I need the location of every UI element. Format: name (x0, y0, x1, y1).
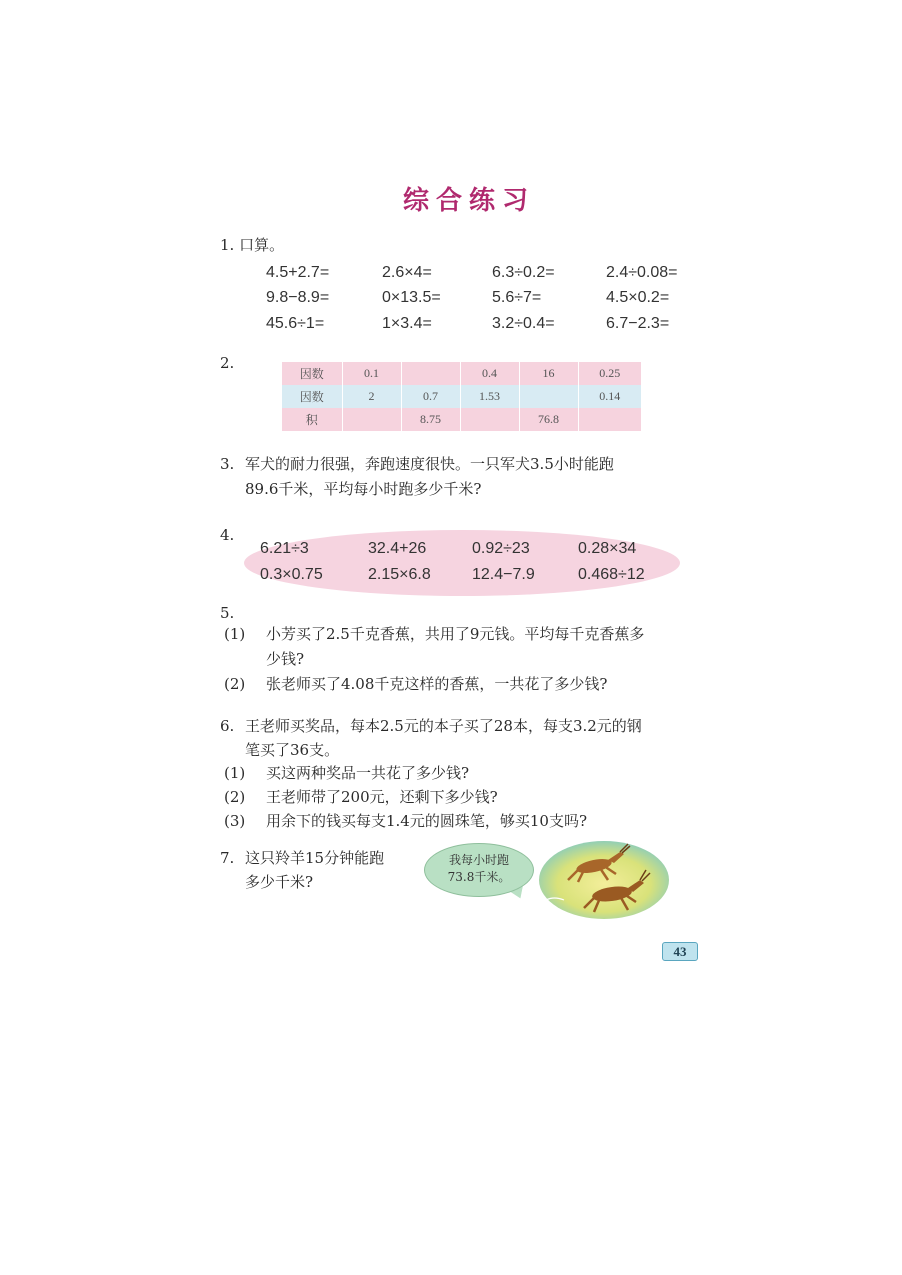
table-cell: 2 (342, 385, 401, 408)
q1-item: 9.8−8.9= (266, 289, 330, 306)
table-cell: 76.8 (519, 408, 578, 431)
table-cell: 因数 (282, 385, 342, 408)
speech-bubble-line2: 73.8千米。 (447, 870, 511, 884)
q1-item: 2.6×4= (382, 264, 432, 281)
table-cell (460, 408, 519, 431)
meadow-background (539, 841, 669, 919)
q5-part2-line1: 张老师买了4.08千克这样的香蕉，一共花了多少钱? (266, 675, 608, 693)
q1-item: 2.4÷0.08= (606, 264, 678, 281)
speech-bubble (424, 843, 534, 897)
q5-part1-line2: 少钱? (266, 650, 305, 668)
table-row (282, 385, 641, 408)
page-title: 综合练习 (402, 186, 535, 216)
q1-item: 1×3.4= (382, 315, 432, 332)
q6-part3-number: (3) (224, 812, 246, 830)
q1-item: 6.3÷0.2= (492, 264, 555, 281)
q1-item: 45.6÷1= (266, 315, 325, 332)
table-cell: 0.4 (460, 362, 519, 385)
q1-item: 3.2÷0.4= (492, 315, 555, 332)
table-cell (342, 408, 401, 431)
table-row (282, 408, 641, 431)
factor-product-table (282, 362, 641, 431)
table-cell (578, 408, 641, 431)
q6-line1: 王老师买奖品，每本2.5元的本子买了28本，每支3.2元的钢 (245, 717, 642, 735)
q5-part2-number: (2) (224, 675, 246, 693)
q4-item: 0.92÷23 (472, 540, 530, 557)
q4-label: 4. (220, 526, 235, 544)
q6-part2-number: (2) (224, 788, 246, 806)
q5-part1-line1: 小芳买了2.5千克香蕉，共用了9元钱。平均每千克香蕉多 (266, 625, 645, 643)
q7-line2: 多少千米? (245, 873, 314, 891)
q3-label: 3. (220, 455, 235, 473)
table-cell: 因数 (282, 362, 342, 385)
q6-part2: 王老师带了200元，还剩下多少钱? (266, 788, 498, 806)
table-cell: 积 (282, 408, 342, 431)
page-number: 43 (662, 942, 698, 961)
table-cell: 0.25 (578, 362, 641, 385)
q4-item: 0.3×0.75 (260, 566, 323, 583)
q1-label: 1. 口算。 (220, 236, 285, 254)
q5-label: 5. (220, 604, 235, 622)
q6-part1: 买这两种奖品一共花了多少钱? (266, 764, 470, 782)
table-cell: 0.1 (342, 362, 401, 385)
table-cell: 0.7 (401, 385, 460, 408)
q4-item: 32.4+26 (368, 540, 427, 557)
q1-item: 6.7−2.3= (606, 315, 670, 332)
table-row (282, 362, 641, 385)
speech-bubble-line1: 我每小时跑 (448, 853, 509, 867)
table-cell: 16 (519, 362, 578, 385)
table-cell (401, 362, 460, 385)
q6-part3: 用余下的钱买每支1.4元的圆珠笔，够买10支吗? (266, 812, 587, 830)
q6-part1-number: (1) (224, 764, 246, 782)
q1-item: 5.6÷7= (492, 289, 542, 306)
q4-item: 0.468÷12 (578, 566, 645, 583)
q4-item: 2.15×6.8 (368, 566, 431, 583)
table-cell (519, 385, 578, 408)
table-cell: 8.75 (401, 408, 460, 431)
q7-line1: 这只羚羊15分钟能跑 (245, 849, 385, 867)
q6-line2: 笔买了36支。 (245, 741, 340, 759)
antelope-illustration (538, 840, 670, 920)
q7-label: 7. (220, 849, 235, 867)
q1-item: 4.5+2.7= (266, 264, 330, 281)
q6-label: 6. (220, 717, 235, 735)
q5-part1-number: (1) (224, 625, 246, 643)
q1-item: 0×13.5= (382, 289, 441, 306)
q4-item: 6.21÷3 (260, 540, 309, 557)
q2-label: 2. (220, 354, 235, 372)
table-cell: 1.53 (460, 385, 519, 408)
table-cell: 0.14 (578, 385, 641, 408)
q3-line2: 89.6千米，平均每小时跑多少千米? (245, 480, 482, 498)
q4-item: 0.28×34 (578, 540, 637, 557)
q3-line1: 军犬的耐力很强，奔跑速度很快。一只军犬3.5小时能跑 (245, 455, 614, 473)
q4-item: 12.4−7.9 (472, 566, 535, 583)
q1-item: 4.5×0.2= (606, 289, 670, 306)
